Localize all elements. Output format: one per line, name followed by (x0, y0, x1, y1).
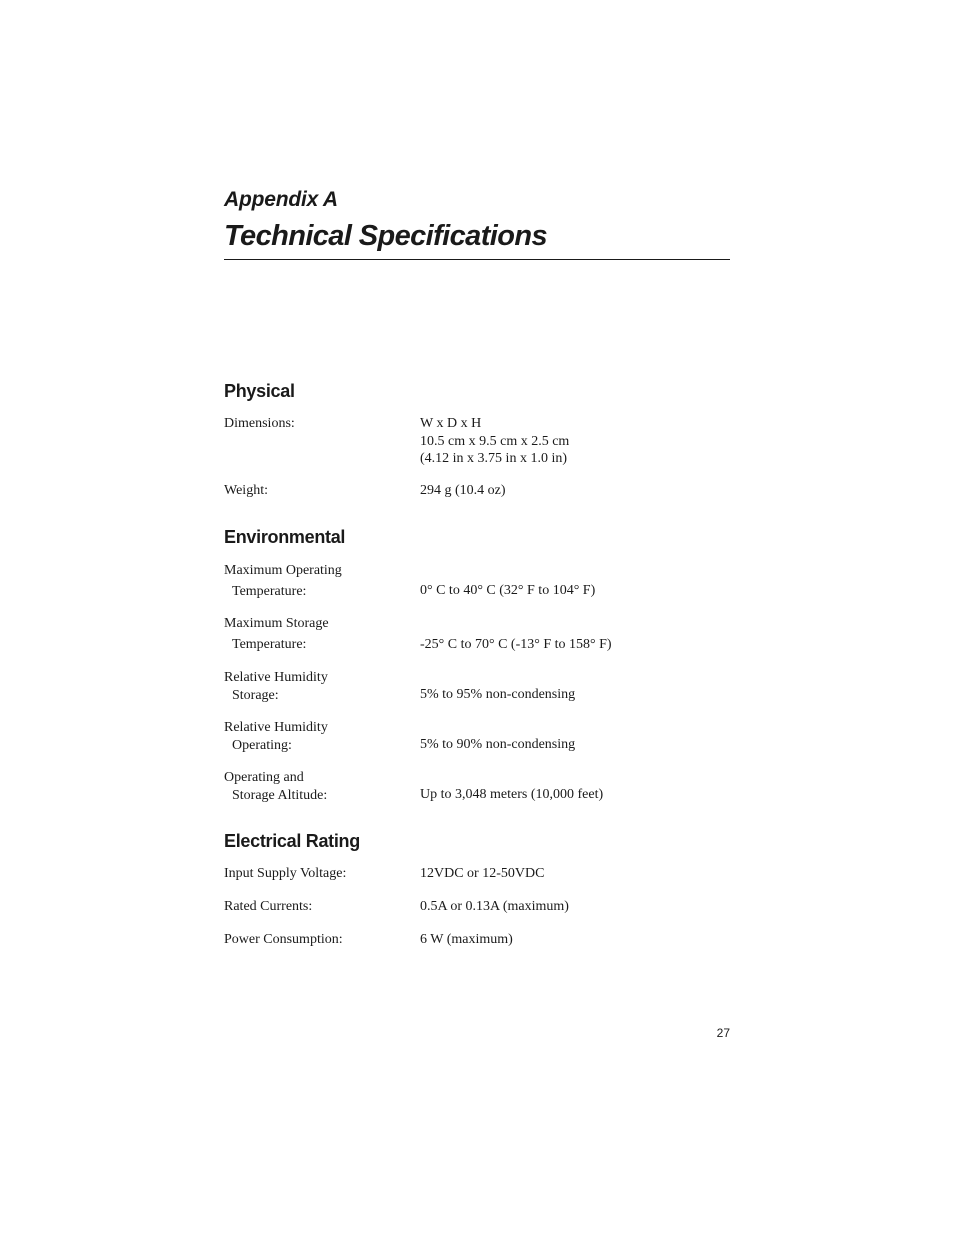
page-number: 27 (716, 1026, 730, 1040)
spec-value-max-operating-temp: 0° C to 40° C (32° F to 104° F) (420, 583, 596, 598)
appendix-label: Appendix A (224, 188, 338, 211)
title-divider (224, 259, 730, 260)
spec-label-line1: Relative Humidity (224, 670, 328, 685)
spec-value-dimensions (420, 415, 569, 468)
spec-value-humidity-operating: 5% to 90% non-condensing (420, 737, 576, 752)
spec-label-input-voltage: Input Supply Voltage: (224, 866, 347, 881)
spec-value-dimensions-line2: 10.5 cm x 9.5 cm x 2.5 cm (420, 433, 570, 449)
spec-label-humidity-operating (224, 719, 328, 754)
spec-label-line2: Storage: (232, 687, 279, 703)
spec-label-line1: Maximum Storage (224, 616, 329, 631)
spec-value-max-storage-temp: -25° C to 70° C (-13° F to 158° F) (420, 637, 612, 652)
spec-value-dimensions-line3: (4.12 in x 3.75 in x 1.0 in) (420, 451, 567, 466)
spec-label-humidity-storage (224, 669, 328, 704)
spec-label-altitude (224, 769, 327, 804)
spec-value-power-consumption: 6 W (maximum) (420, 932, 513, 947)
spec-label-line1: Maximum Operating (224, 563, 342, 578)
spec-value-altitude: Up to 3,048 meters (10,000 feet) (420, 787, 604, 802)
spec-label-line2: Operating: (232, 737, 292, 753)
spec-label-max-storage-temp (224, 615, 329, 653)
spec-value-input-voltage: 12VDC or 12-50VDC (420, 866, 545, 881)
spec-label-power-consumption: Power Consumption: (224, 932, 343, 947)
spec-label-line1: Operating and (224, 770, 304, 785)
section-heading-physical: Physical (224, 381, 295, 401)
spec-label-max-operating-temp (224, 562, 342, 600)
spec-label-weight: Weight: (224, 483, 268, 498)
spec-label-line2: Storage Altitude: (232, 787, 328, 803)
spec-label-line2: Temperature: (232, 583, 307, 599)
spec-label-dimensions: Dimensions: (224, 416, 295, 431)
spec-label-line2: Temperature: (232, 636, 307, 652)
spec-value-dimensions-line1: W x D x H (420, 416, 482, 431)
spec-value-rated-currents: 0.5A or 0.13A (maximum) (420, 899, 569, 914)
page-title: Technical Specifications (224, 220, 547, 252)
spec-label-line1: Relative Humidity (224, 720, 328, 735)
section-heading-electrical: Electrical Rating (224, 831, 360, 851)
spec-label-rated-currents: Rated Currents: (224, 899, 313, 914)
spec-value-humidity-storage: 5% to 95% non-condensing (420, 687, 576, 702)
section-heading-environmental: Environmental (224, 527, 346, 547)
spec-value-weight: 294 g (10.4 oz) (420, 483, 506, 498)
